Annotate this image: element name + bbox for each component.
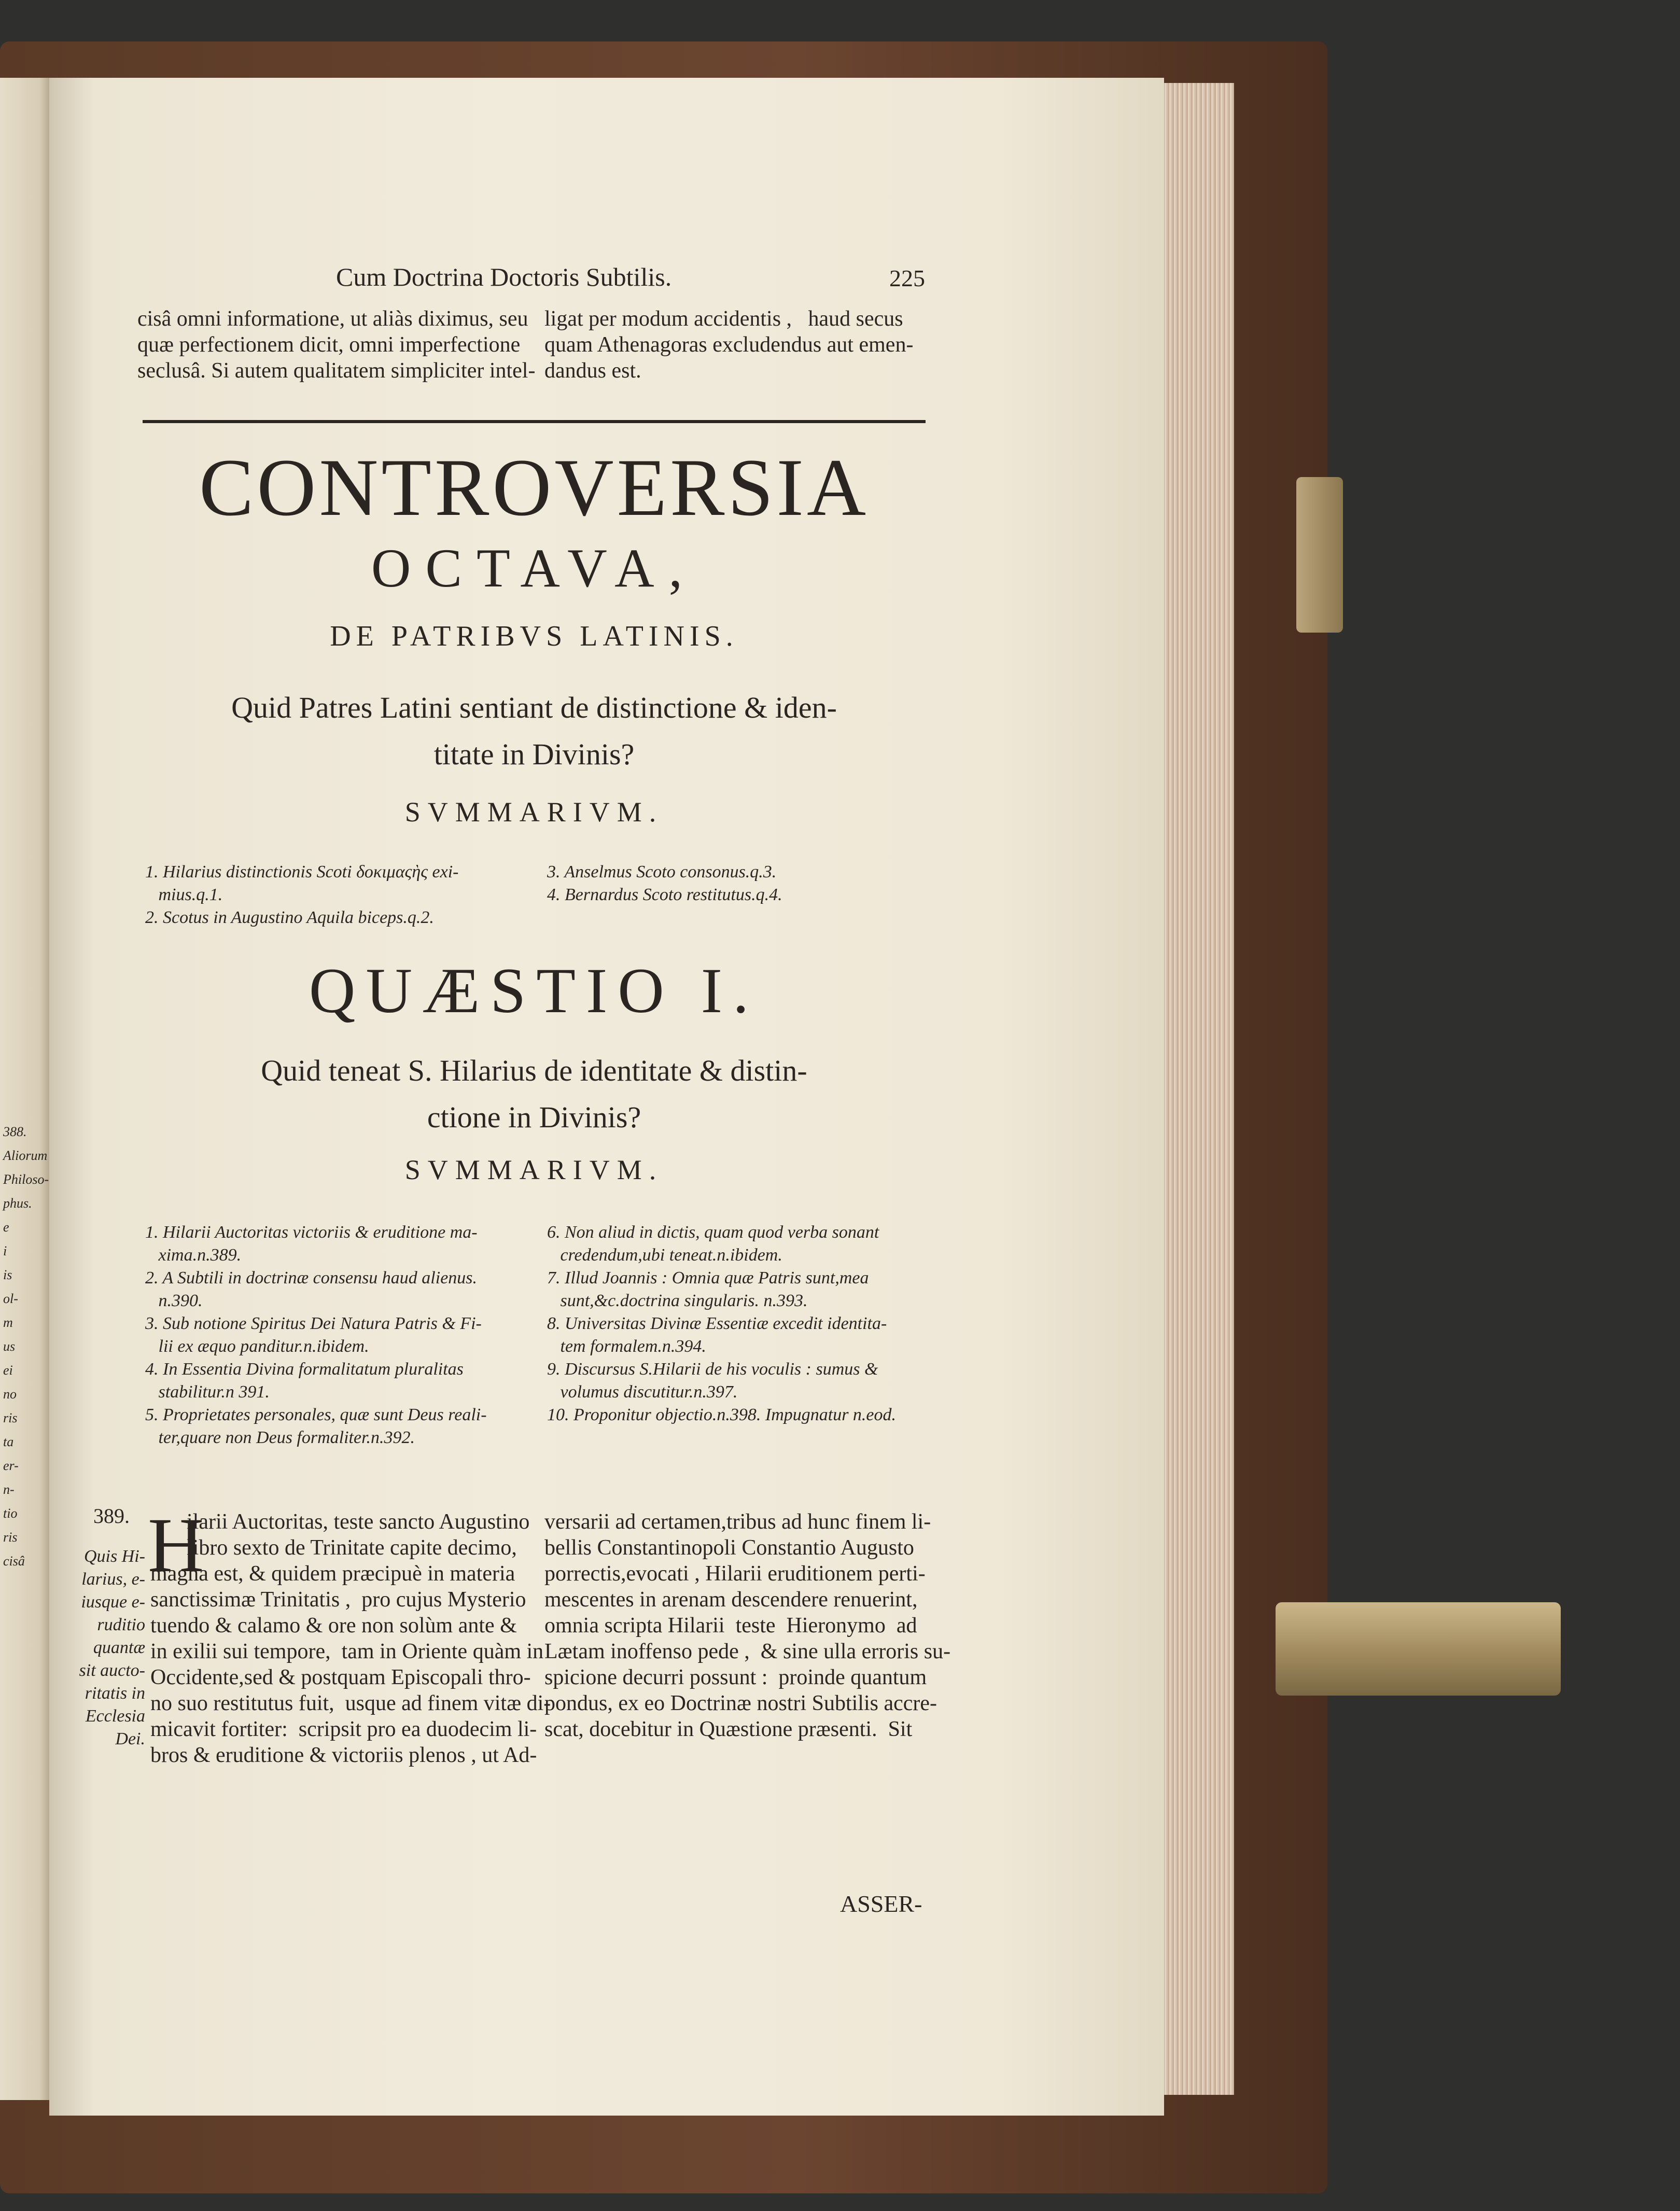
margin-note-line: iusque e- xyxy=(81,1592,145,1612)
horizontal-rule xyxy=(143,420,926,423)
subtitle: DE PATRIBVS LATINIS. xyxy=(330,620,738,652)
left-page-fragment-line: m xyxy=(3,1315,13,1330)
body-left-column xyxy=(150,1509,551,1768)
left-page-fragment-line: Aliorum xyxy=(3,1148,48,1163)
left-page-fragment-line: is xyxy=(3,1267,12,1282)
left-page-fragment-line: us xyxy=(3,1339,16,1354)
summary-entry: 8. Universitas Divinæ Essentiæ excedit identita- xyxy=(547,1314,887,1333)
margin-note-line: Quis Hi- xyxy=(83,1547,145,1566)
margin-note-line: ruditio xyxy=(97,1615,145,1634)
text-line: seclusâ. Si autem qualitatem simpliciter intel- xyxy=(137,359,536,383)
questio-question xyxy=(140,1047,928,1141)
text-line: bros & eruditione & victoriis plenos , ut Ad- xyxy=(150,1743,537,1767)
text-line: Occidente,sed & postquam Episcopali thro- xyxy=(150,1666,531,1689)
text-line: pondus, ex eo Doctrinæ nostri Subtilis accre- xyxy=(544,1691,937,1715)
text-line: spicione decurri possunt : proinde quantum xyxy=(544,1666,927,1689)
title-controversia: CONTROVERSIA xyxy=(199,442,870,533)
summary-1-right xyxy=(547,861,782,906)
text-line: scat, docebitur in Quæstione præsenti. Sit xyxy=(544,1717,913,1741)
left-page-fragment-line: e xyxy=(3,1220,9,1235)
questio-heading: QUÆSTIO I. xyxy=(309,955,760,1026)
margin-note-line: Dei. xyxy=(115,1729,145,1748)
summary-entry: tem formalem.n.394. xyxy=(547,1337,706,1356)
text-line: ilarii Auctoritas, teste sancto Augustino xyxy=(187,1510,530,1534)
summary-entry: 10. Proponitur objectio.n.398. Impugnatur n.eod. xyxy=(547,1405,897,1424)
text-line: libro sexto de Trinitate capite decimo, xyxy=(187,1536,517,1560)
summary-entry: xima.n.389. xyxy=(145,1246,242,1265)
summary-entry: 1. Hilarii Auctoritas victoriis & eruditione ma- xyxy=(145,1223,478,1242)
margin-note xyxy=(73,1545,145,1751)
left-page-fragment-line: Philoso- xyxy=(3,1172,49,1187)
text-line: mescentes in arenam descendere renuerint, xyxy=(544,1588,918,1612)
text-line: porrectis,evocati , Hilarii eruditionem perti- xyxy=(544,1562,926,1586)
text-line: in exilii sui tempore, tam in Oriente quàm in xyxy=(150,1640,544,1663)
text-line: dandus est. xyxy=(544,359,641,383)
summary-entry: sunt,&c.doctrina singularis. n.393. xyxy=(547,1291,808,1310)
upper-clasp xyxy=(1296,477,1343,633)
margin-note-line: larius, e- xyxy=(81,1570,145,1589)
summary-entry: 4. In Essentia Divina formalitatum pluralitas xyxy=(145,1360,464,1379)
text-line: ligat per modum accidentis , haud secus xyxy=(544,307,903,331)
text-line: omnia scripta Hilarii teste Hieronymo ad xyxy=(544,1614,917,1638)
body-right-column xyxy=(544,1509,950,1742)
summary-entry: volumus discutitur.n.397. xyxy=(547,1382,738,1402)
margin-note-line: ritatis in xyxy=(85,1684,145,1703)
text-line: tuendo & calamo & ore non solùm ante & xyxy=(150,1614,517,1638)
left-page-fragment-line: ol- xyxy=(3,1291,18,1306)
left-page-fragment-line: ei xyxy=(3,1363,13,1378)
text-line: sanctissimæ Trinitatis , pro cujus Mysterio xyxy=(150,1588,526,1612)
left-page-fragment-line: er- xyxy=(3,1458,19,1473)
summary-2-left xyxy=(145,1221,487,1449)
summary-entry: 3. Anselmus Scoto consonus.q.3. xyxy=(547,862,777,881)
summary-entry: 1. Hilarius distinctionis Scoti δοκιμαςὴς exi- xyxy=(145,862,459,881)
drop-cap: H xyxy=(148,1502,204,1588)
question-heading xyxy=(140,684,928,778)
lower-clasp xyxy=(1276,1602,1561,1696)
top-left-column xyxy=(137,306,536,384)
summary-entry: credendum,ubi teneat.n.ibidem. xyxy=(547,1246,782,1265)
summarium-heading-1: SVMMARIVM. xyxy=(404,796,664,828)
left-page-fragment xyxy=(0,78,49,2100)
text-line: no suo restitutus fuit, usque ad finem vitæ di- xyxy=(150,1691,551,1715)
summary-entry: 9. Discursus S.Hilarii de his voculis : sumus & xyxy=(547,1360,878,1379)
left-page-text xyxy=(3,1120,49,1573)
summary-entry: ter,quare non Deus formaliter.n.392. xyxy=(145,1428,415,1447)
top-right-column xyxy=(544,306,926,384)
left-page-fragment-line: cisâ xyxy=(3,1554,25,1569)
summary-1-left xyxy=(145,861,458,929)
text-line: magna est, & quidem præcipuè in materia xyxy=(150,1562,515,1586)
text-line: Lætam inoffenso pede , & sine ulla erroris su- xyxy=(544,1640,951,1663)
text-line: cisâ omni informatione, ut aliàs diximus, seu xyxy=(137,307,528,331)
margin-note-line: quantæ xyxy=(93,1638,145,1657)
text-line: versarii ad certamen,tribus ad hunc finem li- xyxy=(544,1510,931,1534)
left-page-fragment-line: tio xyxy=(3,1506,18,1521)
left-page-fragment-line: ta xyxy=(3,1434,14,1449)
left-page-fragment-line: ris xyxy=(3,1530,18,1545)
summary-entry: stabilitur.n 391. xyxy=(145,1382,270,1402)
question-line: ctione in Divinis? xyxy=(427,1100,641,1134)
summary-entry: lii ex æquo panditur.n.ibidem. xyxy=(145,1337,369,1356)
margin-note-line: Ecclesia xyxy=(85,1706,145,1726)
summary-2-right xyxy=(547,1221,896,1426)
summary-entry: mius.q.1. xyxy=(145,885,223,904)
page-edges xyxy=(1161,83,1234,2095)
summary-entry: 6. Non aliud in dictis, quam quod verba sonant xyxy=(547,1223,879,1242)
question-line: Quid Patres Latini sentiant de distinctione & iden- xyxy=(231,691,837,724)
text-line: quam Athenagoras excludendus aut emen- xyxy=(544,333,914,357)
left-page-fragment-line: no xyxy=(3,1387,17,1402)
question-line: Quid teneat S. Hilarius de identitate & distin- xyxy=(261,1054,807,1087)
summarium-heading-2: SVMMARIVM. xyxy=(404,1154,664,1185)
left-page-fragment-line: 388. xyxy=(3,1124,27,1139)
left-page-fragment-line: ris xyxy=(3,1410,18,1425)
title-octava: OCTAVA, xyxy=(371,538,697,598)
summary-entry: 2. A Subtili in doctrinæ consensu haud alienus. xyxy=(145,1268,478,1288)
text-line: quæ perfectionem dicit, omni imperfectione xyxy=(137,333,521,357)
left-page-fragment-line: i xyxy=(3,1243,7,1258)
summary-entry: 4. Bernardus Scoto restitutus.q.4. xyxy=(547,885,782,904)
summary-entry: 3. Sub notione Spiritus Dei Natura Patris & Fi- xyxy=(145,1314,482,1333)
paragraph-number: 389. xyxy=(93,1504,130,1528)
page-number: 225 xyxy=(889,265,925,291)
summary-entry: 5. Proprietates personales, quæ sunt Deus reali- xyxy=(145,1405,487,1424)
summary-entry: 7. Illud Joannis : Omnia quæ Patris sunt,mea xyxy=(547,1268,869,1288)
summary-entry: n.390. xyxy=(145,1291,203,1310)
summary-entry: 2. Scotus in Augustino Aquila biceps.q.2. xyxy=(145,908,434,927)
catchword: ASSER- xyxy=(840,1891,922,1917)
question-line: titate in Divinis? xyxy=(433,737,635,771)
left-page-fragment-line: phus. xyxy=(3,1196,32,1211)
text-line: bellis Constantinopoli Constantio Augusto xyxy=(544,1536,914,1560)
margin-note-line: sit aucto- xyxy=(79,1661,145,1680)
left-page-fragment-line: n- xyxy=(3,1482,15,1497)
text-line: micavit fortiter: scripsit pro ea duodecim li- xyxy=(150,1717,537,1741)
running-head: Cum Doctrina Doctoris Subtilis. xyxy=(336,262,672,291)
